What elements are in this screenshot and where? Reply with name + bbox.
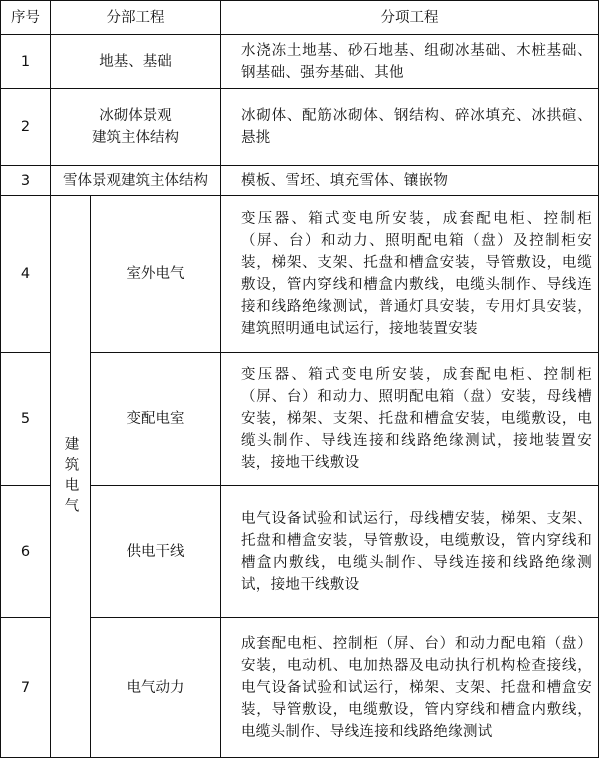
row-num: 6: [1, 486, 51, 618]
row-items: 变压器、箱式变电所安装，成套配电柜、控制柜（屏、台）和动力、照明配电箱（盘）安装，母线槽安装，梯架、支架、托盘和槽盒安装，电缆敷设，电缆头制作、导线连接和线路绝缘测试，接地装置安装，接地干线敷设: [221, 353, 599, 486]
merged-division-label: 建筑电气: [62, 435, 79, 518]
row-division: [51, 89, 221, 166]
table-row: [1, 89, 599, 166]
table-row: [1, 166, 599, 196]
row-num: 7: [1, 618, 51, 758]
row-num: 2: [1, 89, 51, 166]
row-num: 5: [1, 353, 51, 486]
row-items: 水浇冻土地基、砂石地基、组砌冰基础、木桩基础、钢基础、强夯基础、其他: [221, 35, 599, 89]
header-division: 分部工程: [51, 1, 221, 35]
row-division-line1: 冰砌体景观: [99, 108, 172, 124]
header-items: 分项工程: [221, 1, 599, 35]
row-subdivision: 电气动力: [91, 618, 221, 758]
row-subdivision: 供电干线: [91, 486, 221, 618]
merged-division-cell: [51, 196, 91, 758]
row-num: 4: [1, 196, 51, 353]
row-subdivision: 室外电气: [91, 196, 221, 353]
table-row: [1, 35, 599, 89]
row-num: 3: [1, 166, 51, 196]
row-division-line2: 建筑主体结构: [92, 130, 179, 146]
row-items: 变压器、箱式变电所安装，成套配电柜、控制柜（屏、台）和动力、照明配电箱（盘）及控制柜安装，梯架、支架、托盘和槽盒安装，导管敷设，电缆敷设，管内穿线和槽盒内敷线，电缆头制作、导线连接和线路绝缘测试，普通灯具安装，专用灯具安装，建筑照明通电试运行，接地装置安装: [221, 196, 599, 353]
row-items: 成套配电柜、控制柜（屏、台）和动力配电箱（盘）安装，电动机、电加热器及电动执行机构检查接线，电气设备试验和试运行，梯架、支架、托盘和槽盒安装，导管敷设，电缆敷设，管内穿线和槽盒内敷线，电缆头制作、导线连接和线路绝缘测试: [221, 618, 599, 758]
row-num: 1: [1, 35, 51, 89]
row-subdivision: 变配电室: [91, 353, 221, 486]
table-row: [1, 618, 599, 758]
row-items: 模板、雪坯、填充雪体、镶嵌物: [221, 166, 599, 196]
row-division: 地基、基础: [51, 35, 221, 89]
table-header-row: [1, 1, 599, 35]
row-items: 电气设备试验和试运行，母线槽安装，梯架、支架、托盘和槽盒安装，导管敷设，电缆敷设，管内穿线和槽盒内敷线，电缆头制作、导线连接和线路绝缘测试，接地干线敷设: [221, 486, 599, 618]
table-row: [1, 353, 599, 486]
table-row: [1, 196, 599, 353]
table-row: [1, 486, 599, 618]
row-items: 冰砌体、配筋冰砌体、钢结构、碎冰填充、冰拱碹、悬挑: [221, 89, 599, 166]
header-num: 序号: [1, 1, 51, 35]
row-division: 雪体景观建筑主体结构: [51, 166, 221, 196]
